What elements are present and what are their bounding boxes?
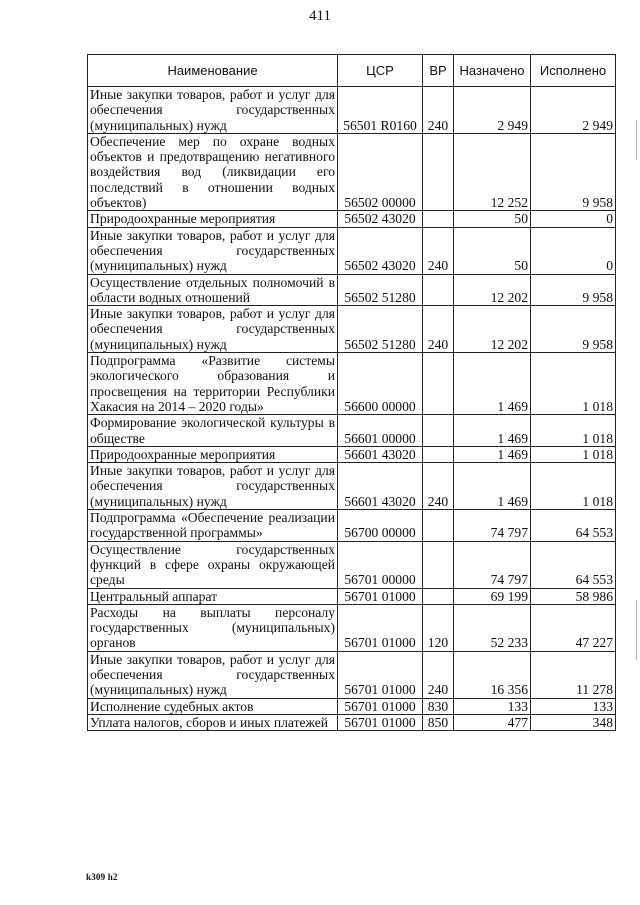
cell-csr: 56502 51280	[338, 306, 423, 353]
cell-executed: 1 018	[531, 463, 616, 510]
cell-name: Природоохранные мероприятия	[88, 211, 338, 227]
cell-vr	[423, 510, 454, 542]
cell-name: Иные закупки товаров, работ и услуг для обеспечения государственных (муниципальных) нужд	[88, 306, 338, 353]
table-row	[88, 651, 616, 698]
cell-csr: 56701 01000	[338, 714, 423, 730]
cell-csr: 56701 01000	[338, 698, 423, 714]
table-header-row	[88, 55, 616, 87]
cell-assigned: 50	[454, 211, 531, 227]
cell-assigned: 1 469	[454, 446, 531, 462]
cell-csr: 56700 00000	[338, 510, 423, 542]
cell-name: Природоохранные мероприятия	[88, 446, 338, 462]
cell-assigned: 133	[454, 698, 531, 714]
cell-csr: 56502 00000	[338, 133, 423, 210]
cell-assigned: 69 199	[454, 588, 531, 604]
table-row	[88, 415, 616, 447]
cell-name: Исполнение судебных актов	[88, 698, 338, 714]
table-row	[88, 274, 616, 306]
table-row	[88, 227, 616, 274]
scan-edge-mark	[636, 120, 637, 160]
table-row	[88, 446, 616, 462]
cell-vr: 240	[423, 306, 454, 353]
table-row	[88, 588, 616, 604]
header-vr: ВР	[423, 55, 454, 87]
cell-vr	[423, 133, 454, 210]
cell-assigned: 1 469	[454, 415, 531, 447]
header-name: Наименование	[88, 55, 338, 87]
table-row	[88, 353, 616, 415]
cell-csr: 56601 43020	[338, 463, 423, 510]
cell-executed: 11 278	[531, 651, 616, 698]
cell-name: Осуществление отдельных полномочий в области водных отношений	[88, 274, 338, 306]
cell-assigned: 50	[454, 227, 531, 274]
table-row	[88, 87, 616, 134]
cell-vr	[423, 446, 454, 462]
scan-edge-mark	[636, 600, 637, 660]
cell-csr: 56701 01000	[338, 651, 423, 698]
cell-executed: 1 018	[531, 415, 616, 447]
cell-name: Иные закупки товаров, работ и услуг для обеспечения государственных (муниципальных) нужд	[88, 227, 338, 274]
cell-vr: 240	[423, 87, 454, 134]
table-row	[88, 211, 616, 227]
cell-vr	[423, 541, 454, 588]
table-row	[88, 698, 616, 714]
cell-vr: 240	[423, 463, 454, 510]
cell-vr: 120	[423, 604, 454, 651]
cell-executed: 64 553	[531, 510, 616, 542]
cell-csr: 56501 R0160	[338, 87, 423, 134]
cell-name: Осуществление государственных функций в сфере охраны окружающей среды	[88, 541, 338, 588]
budget-table	[87, 54, 616, 731]
cell-executed: 47 227	[531, 604, 616, 651]
cell-name: Формирование экологической культуры в обществе	[88, 415, 338, 447]
cell-assigned: 12 252	[454, 133, 531, 210]
cell-assigned: 12 202	[454, 306, 531, 353]
cell-csr: 56701 01000	[338, 604, 423, 651]
cell-executed: 0	[531, 227, 616, 274]
header-csr: ЦСР	[338, 55, 423, 87]
cell-executed: 133	[531, 698, 616, 714]
cell-assigned: 477	[454, 714, 531, 730]
table-row	[88, 463, 616, 510]
table-row	[88, 541, 616, 588]
cell-csr: 56701 00000	[338, 541, 423, 588]
cell-name: Подпрограмма «Обеспечение реализации государственной программы»	[88, 510, 338, 542]
cell-vr: 240	[423, 227, 454, 274]
cell-executed: 1 018	[531, 446, 616, 462]
cell-executed: 348	[531, 714, 616, 730]
cell-csr: 56502 43020	[338, 227, 423, 274]
table-row	[88, 714, 616, 730]
cell-csr: 56502 51280	[338, 274, 423, 306]
cell-assigned: 74 797	[454, 541, 531, 588]
cell-csr: 56601 43020	[338, 446, 423, 462]
page-number: 411	[309, 8, 331, 24]
footer-code: k309 h2	[86, 872, 118, 882]
cell-assigned: 2 949	[454, 87, 531, 134]
header-assigned: Назначено	[454, 55, 531, 87]
cell-assigned: 16 356	[454, 651, 531, 698]
cell-name: Расходы на выплаты персоналу государственных (муниципальных) органов	[88, 604, 338, 651]
cell-name: Обеспечение мер по охране водных объектов и предотвращению негативного воздействия вод (ликвидации его последствий в отношении водных объектов)	[88, 133, 338, 210]
cell-executed: 1 018	[531, 353, 616, 415]
cell-name: Центральный аппарат	[88, 588, 338, 604]
cell-assigned: 12 202	[454, 274, 531, 306]
cell-name: Иные закупки товаров, работ и услуг для обеспечения государственных (муниципальных) нужд	[88, 87, 338, 134]
cell-vr	[423, 274, 454, 306]
cell-vr	[423, 211, 454, 227]
cell-name: Иные закупки товаров, работ и услуг для обеспечения государственных (муниципальных) нужд	[88, 651, 338, 698]
cell-vr: 830	[423, 698, 454, 714]
cell-executed: 2 949	[531, 87, 616, 134]
cell-vr: 850	[423, 714, 454, 730]
cell-executed: 58 986	[531, 588, 616, 604]
cell-assigned: 52 233	[454, 604, 531, 651]
cell-assigned: 74 797	[454, 510, 531, 542]
cell-csr: 56701 01000	[338, 588, 423, 604]
cell-csr: 56600 00000	[338, 353, 423, 415]
cell-executed: 9 958	[531, 274, 616, 306]
cell-executed: 0	[531, 211, 616, 227]
cell-executed: 64 553	[531, 541, 616, 588]
table-row	[88, 133, 616, 210]
cell-vr: 240	[423, 651, 454, 698]
table-row	[88, 604, 616, 651]
cell-name: Подпрограмма «Развитие системы экологического образования и просвещения на территории Республики Хакасия на 2014 – 2020 годы»	[88, 353, 338, 415]
cell-assigned: 1 469	[454, 353, 531, 415]
cell-assigned: 1 469	[454, 463, 531, 510]
table-row	[88, 510, 616, 542]
header-executed: Исполнено	[531, 55, 616, 87]
table-body	[88, 87, 616, 731]
cell-csr: 56601 00000	[338, 415, 423, 447]
table-row	[88, 306, 616, 353]
cell-vr	[423, 415, 454, 447]
cell-vr	[423, 353, 454, 415]
cell-vr	[423, 588, 454, 604]
cell-csr: 56502 43020	[338, 211, 423, 227]
cell-name: Иные закупки товаров, работ и услуг для обеспечения государственных (муниципальных) нужд	[88, 463, 338, 510]
cell-executed: 9 958	[531, 133, 616, 210]
cell-name: Уплата налогов, сборов и иных платежей	[88, 714, 338, 730]
cell-executed: 9 958	[531, 306, 616, 353]
